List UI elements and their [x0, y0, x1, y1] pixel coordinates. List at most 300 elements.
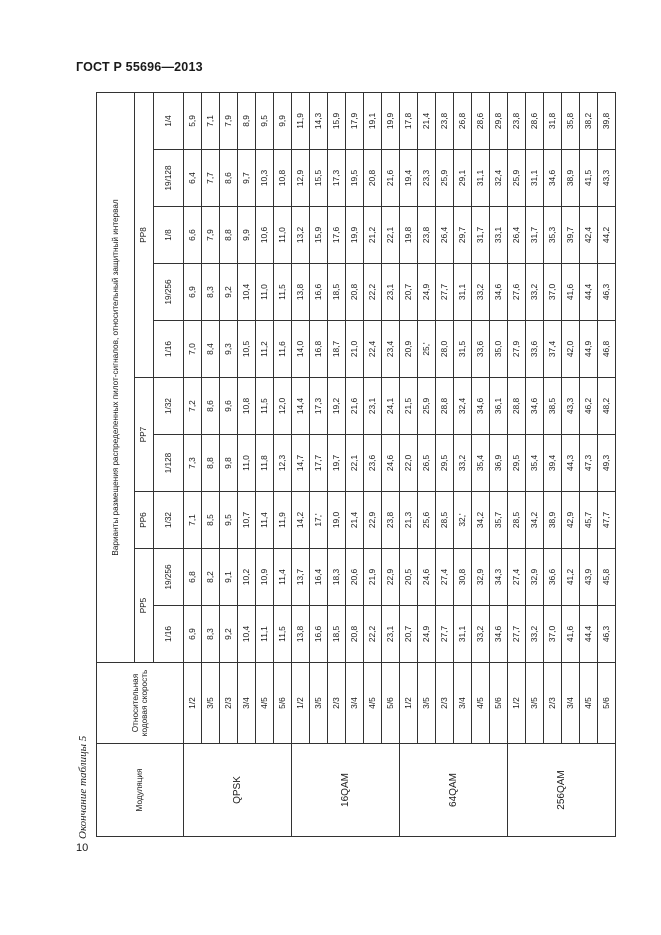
value-cell: 27,7 [436, 606, 454, 663]
value-cell: 29,5 [436, 435, 454, 492]
value-cell: 21,4 [346, 492, 364, 549]
value-cell: 41,5 [580, 150, 598, 207]
code-rate-cell: 1/2 [292, 663, 310, 744]
value-cell: 10,4 [238, 606, 256, 663]
value-cell: 23,6 [364, 435, 382, 492]
value-cell: 21,9 [364, 549, 382, 606]
value-cell: 38,5 [544, 378, 562, 435]
code-rate-cell: 3/4 [238, 663, 256, 744]
value-cell: 19,5 [346, 150, 364, 207]
value-cell: 35,0 [490, 321, 508, 378]
value-cell: 25,9 [418, 378, 436, 435]
value-cell: 10,8 [238, 378, 256, 435]
header-variants: Варианты размещения распределенных пилот-сигналов, относительный защитный интервал [97, 92, 135, 662]
value-cell: 21,4 [418, 92, 436, 149]
value-cell: 22,1 [346, 435, 364, 492]
value-cell: 20,8 [346, 606, 364, 663]
value-cell: 31,5 [454, 321, 472, 378]
table-row [580, 92, 598, 836]
value-cell: 23,1 [382, 606, 400, 663]
value-cell: 33,1 [490, 207, 508, 264]
value-cell: 18,5 [328, 606, 346, 663]
table-row [346, 92, 364, 836]
value-cell: 19,7 [328, 435, 346, 492]
value-cell: 23,1 [364, 378, 382, 435]
value-cell: 21,2 [364, 207, 382, 264]
value-cell: 31,1 [454, 606, 472, 663]
table-row [454, 92, 472, 836]
value-cell: 11,9 [274, 492, 292, 549]
value-cell: 22,9 [382, 549, 400, 606]
header-column: 1/4 [154, 92, 184, 149]
table-row [292, 92, 310, 836]
header-modulation: Модуляция [97, 744, 184, 837]
value-cell: 19,2 [328, 378, 346, 435]
value-cell: 43,3 [598, 150, 616, 207]
value-cell: 11,6 [274, 321, 292, 378]
table-caption: Окончание таблицы 5 [77, 735, 89, 839]
value-cell: 10,2 [238, 549, 256, 606]
value-cell: 22,1 [382, 207, 400, 264]
value-cell: 8,2 [202, 549, 220, 606]
value-cell: 10,7 [238, 492, 256, 549]
value-cell: 23,4 [382, 321, 400, 378]
value-cell: 20,5 [400, 549, 418, 606]
value-cell: 33,2 [472, 264, 490, 321]
value-cell: 28,6 [526, 92, 544, 149]
value-cell: 16,4 [310, 549, 328, 606]
value-cell: 33,2 [526, 264, 544, 321]
value-cell: 48,2 [598, 378, 616, 435]
value-cell: 14,4 [292, 378, 310, 435]
value-cell: 22,2 [364, 606, 382, 663]
value-cell: 29,5 [508, 435, 526, 492]
value-cell: 8,5 [202, 492, 220, 549]
value-cell: 23,1 [382, 264, 400, 321]
code-rate-cell: 4/5 [256, 663, 274, 744]
modulation-cell: 64QAM [400, 744, 508, 837]
value-cell: 11,8 [256, 435, 274, 492]
value-cell: 47,3 [580, 435, 598, 492]
code-rate-cell: 4/5 [364, 663, 382, 744]
value-cell: 7,7 [202, 150, 220, 207]
value-cell: 32,9 [526, 549, 544, 606]
value-cell: 7,3 [184, 435, 202, 492]
value-cell: 11,9 [292, 92, 310, 149]
data-table [96, 92, 616, 837]
value-cell: 31,7 [472, 207, 490, 264]
value-cell: 44,4 [580, 606, 598, 663]
value-cell: 10,4 [238, 264, 256, 321]
value-cell: 27,9 [508, 321, 526, 378]
value-cell: 9,5 [220, 492, 238, 549]
value-cell: 45,7 [580, 492, 598, 549]
value-cell: 33,6 [472, 321, 490, 378]
value-cell: 49,3 [598, 435, 616, 492]
value-cell: 35,8 [562, 92, 580, 149]
header-column: 1/16 [154, 321, 184, 378]
value-cell: 36,9 [490, 435, 508, 492]
value-cell: 25,9 [508, 150, 526, 207]
modulation-cell: QPSK [184, 744, 292, 837]
table-row [472, 92, 490, 836]
value-cell: 9,9 [238, 207, 256, 264]
value-cell: 26,4 [436, 207, 454, 264]
header-group-pp6: PP6 [135, 492, 154, 549]
header-column: 1/32 [154, 492, 184, 549]
value-cell: 34,6 [490, 606, 508, 663]
value-cell: 7,9 [202, 207, 220, 264]
value-cell: 8,6 [202, 378, 220, 435]
value-cell: 33,2 [454, 435, 472, 492]
value-cell: 9,2 [220, 264, 238, 321]
value-cell: 16,8 [310, 321, 328, 378]
value-cell: 34,6 [544, 150, 562, 207]
value-cell: 20,6 [346, 549, 364, 606]
value-cell: 9,9 [274, 92, 292, 149]
table-row [184, 92, 202, 836]
value-cell: 39,4 [544, 435, 562, 492]
value-cell: 19,4 [400, 150, 418, 207]
value-cell: 25,9 [436, 150, 454, 207]
value-cell: 8,8 [202, 435, 220, 492]
value-cell: 22,0 [400, 435, 418, 492]
table-row [364, 92, 382, 836]
table-row [310, 92, 328, 836]
table-row [256, 92, 274, 836]
value-cell: 35,7 [490, 492, 508, 549]
value-cell: 21,6 [382, 150, 400, 207]
value-cell: 8,3 [202, 606, 220, 663]
value-cell: 24,1 [382, 378, 400, 435]
value-cell: 31,1 [526, 150, 544, 207]
value-cell: 28,8 [508, 378, 526, 435]
value-cell: 7,2 [184, 378, 202, 435]
value-cell: 17,9 [346, 92, 364, 149]
table-row [238, 92, 256, 836]
value-cell: 44,9 [580, 321, 598, 378]
value-cell: 38,2 [580, 92, 598, 149]
value-cell: 6,4 [184, 150, 202, 207]
table-row [328, 92, 346, 836]
code-rate-cell: 3/5 [418, 663, 436, 744]
header-group-pp8: PP8 [135, 92, 154, 377]
value-cell: 14,2 [292, 492, 310, 549]
code-rate-cell: 3/4 [562, 663, 580, 744]
value-cell: 6,9 [184, 264, 202, 321]
value-cell: 24,9 [418, 606, 436, 663]
value-cell: 23,8 [382, 492, 400, 549]
value-cell: 19,8 [400, 207, 418, 264]
value-cell: 18,3 [328, 549, 346, 606]
code-rate-cell: 1/2 [184, 663, 202, 744]
value-cell: 28,5 [508, 492, 526, 549]
code-rate-cell: 3/5 [202, 663, 220, 744]
value-cell: 30,8 [454, 549, 472, 606]
value-cell: 11,4 [274, 549, 292, 606]
value-cell: 5,9 [184, 92, 202, 149]
value-cell: 26,5 [418, 435, 436, 492]
code-rate-cell: 2/3 [220, 663, 238, 744]
value-cell: 37,4 [544, 321, 562, 378]
value-cell: 21,3 [400, 492, 418, 549]
table-row [220, 92, 238, 836]
value-cell: 24,9 [418, 264, 436, 321]
header-column: 19/256 [154, 549, 184, 606]
value-cell: 36,1 [490, 378, 508, 435]
value-cell: 20,8 [346, 264, 364, 321]
value-cell: 19,0 [328, 492, 346, 549]
value-cell: 13,8 [292, 264, 310, 321]
header-column: 19/256 [154, 264, 184, 321]
page-number: 10 [76, 842, 89, 854]
value-cell: 27,4 [436, 549, 454, 606]
header-column: 1/128 [154, 435, 184, 492]
value-cell: 14,3 [310, 92, 328, 149]
value-cell: 34,2 [526, 492, 544, 549]
table-row [274, 92, 292, 836]
code-rate-cell: 2/3 [544, 663, 562, 744]
value-cell: 9,7 [238, 150, 256, 207]
value-cell: 43,9 [580, 549, 598, 606]
value-cell: 12,0 [274, 378, 292, 435]
value-cell: 10,3 [256, 150, 274, 207]
table-row [202, 92, 220, 836]
table-row [418, 92, 436, 836]
value-cell: 9,2 [220, 606, 238, 663]
value-cell: 14,7 [292, 435, 310, 492]
table-body [184, 92, 616, 836]
value-cell: 19,9 [346, 207, 364, 264]
table-row [436, 92, 454, 836]
value-cell: 21,5 [400, 378, 418, 435]
header-column: 19/128 [154, 150, 184, 207]
value-cell: 34,6 [526, 378, 544, 435]
value-cell: 6,9 [184, 606, 202, 663]
value-cell: 22,4 [364, 321, 382, 378]
value-cell: 17,6 [328, 207, 346, 264]
value-cell: 23,3 [418, 150, 436, 207]
table-row [544, 92, 562, 836]
value-cell: 8,4 [202, 321, 220, 378]
table-row [598, 92, 616, 836]
value-cell: 41,6 [562, 264, 580, 321]
value-cell: 34,6 [472, 378, 490, 435]
value-cell: 42,0 [562, 321, 580, 378]
code-rate-cell: 2/3 [328, 663, 346, 744]
value-cell: 39,8 [598, 92, 616, 149]
value-cell: 42,9 [562, 492, 580, 549]
value-cell: 32,4 [454, 378, 472, 435]
value-cell: 21,0 [346, 321, 364, 378]
value-cell: 33,6 [526, 321, 544, 378]
value-cell: 27,6 [508, 264, 526, 321]
value-cell: 17,' [310, 492, 328, 549]
value-cell: 18,5 [328, 264, 346, 321]
value-cell: 9,3 [220, 321, 238, 378]
value-cell: 28,6 [472, 92, 490, 149]
value-cell: 16,6 [310, 606, 328, 663]
value-cell: 26,8 [454, 92, 472, 149]
value-cell: 38,9 [562, 150, 580, 207]
value-cell: 7,0 [184, 321, 202, 378]
table-row [526, 92, 544, 836]
value-cell: 13,2 [292, 207, 310, 264]
value-cell: 20,7 [400, 264, 418, 321]
value-cell: 32,' [454, 492, 472, 549]
value-cell: 44,3 [562, 435, 580, 492]
value-cell: 32,9 [472, 549, 490, 606]
value-cell: 31,8 [544, 92, 562, 149]
table-row [382, 92, 400, 836]
value-cell: 34,6 [490, 264, 508, 321]
modulation-cell: 256QAM [508, 744, 616, 837]
value-cell: 17,8 [400, 92, 418, 149]
table-row [490, 92, 508, 836]
value-cell: 17,3 [310, 378, 328, 435]
value-cell: 7,1 [184, 492, 202, 549]
value-cell: 33,2 [526, 606, 544, 663]
value-cell: 28,5 [436, 492, 454, 549]
code-rate-cell: 2/3 [436, 663, 454, 744]
value-cell: 9,5 [256, 92, 274, 149]
value-cell: 8,8 [220, 207, 238, 264]
value-cell: 20,9 [400, 321, 418, 378]
value-cell: 6,6 [184, 207, 202, 264]
code-rate-cell: 1/2 [508, 663, 526, 744]
value-cell: 46,8 [598, 321, 616, 378]
header-column: 1/32 [154, 378, 184, 435]
value-cell: 10,8 [274, 150, 292, 207]
value-cell: 15,5 [310, 150, 328, 207]
value-cell: 13,7 [292, 549, 310, 606]
value-cell: 37,0 [544, 264, 562, 321]
value-cell: 26,4 [508, 207, 526, 264]
code-rate-cell: 5/6 [274, 663, 292, 744]
table-row [562, 92, 580, 836]
code-rate-cell: 4/5 [580, 663, 598, 744]
value-cell: 27,7 [508, 606, 526, 663]
code-rate-cell: 4/5 [472, 663, 490, 744]
value-cell: 36,6 [544, 549, 562, 606]
code-rate-cell: 1/2 [400, 663, 418, 744]
value-cell: 13,8 [292, 606, 310, 663]
value-cell: 41,2 [562, 549, 580, 606]
value-cell: 35,3 [544, 207, 562, 264]
document-title: ГОСТ Р 55696—2013 [76, 60, 203, 74]
value-cell: 11,5 [274, 606, 292, 663]
value-cell: 28,0 [436, 321, 454, 378]
value-cell: 31,1 [454, 264, 472, 321]
header-code-rate: Относительная кодовая скорость [97, 663, 184, 744]
value-cell: 6,8 [184, 549, 202, 606]
value-cell: 44,2 [598, 207, 616, 264]
value-cell: 15,9 [310, 207, 328, 264]
value-cell: 20,8 [364, 150, 382, 207]
value-cell: 23,8 [436, 92, 454, 149]
value-cell: 29,1 [454, 150, 472, 207]
value-cell: 45,8 [598, 549, 616, 606]
code-rate-cell: 3/5 [526, 663, 544, 744]
value-cell: 14,0 [292, 321, 310, 378]
code-rate-cell: 3/4 [346, 663, 364, 744]
header-group-pp5: PP5 [135, 549, 154, 663]
value-cell: 9,1 [220, 549, 238, 606]
code-rate-cell: 5/6 [598, 663, 616, 744]
header-column: 1/8 [154, 207, 184, 264]
code-rate-cell: 3/4 [454, 663, 472, 744]
value-cell: 11,0 [238, 435, 256, 492]
value-cell: 16,6 [310, 264, 328, 321]
value-cell: 44,4 [580, 264, 598, 321]
value-cell: 23,8 [508, 92, 526, 149]
value-cell: 34,3 [490, 549, 508, 606]
value-cell: 22,2 [364, 264, 382, 321]
value-cell: 46,3 [598, 606, 616, 663]
table-row [508, 92, 526, 836]
value-cell: 29,7 [454, 207, 472, 264]
value-cell: 9,8 [220, 435, 238, 492]
value-cell: 21,6 [346, 378, 364, 435]
value-cell: 37,0 [544, 606, 562, 663]
value-cell: 7,1 [202, 92, 220, 149]
header-column: 1/16 [154, 606, 184, 663]
value-cell: 8,9 [238, 92, 256, 149]
value-cell: 8,6 [220, 150, 238, 207]
value-cell: 31,1 [472, 150, 490, 207]
value-cell: 46,2 [580, 378, 598, 435]
value-cell: 20,7 [400, 606, 418, 663]
value-cell: 17,3 [328, 150, 346, 207]
value-cell: 22,9 [364, 492, 382, 549]
code-rate-cell: 3/5 [310, 663, 328, 744]
value-cell: 24,6 [382, 435, 400, 492]
value-cell: 33,2 [472, 606, 490, 663]
value-cell: 9,6 [220, 378, 238, 435]
value-cell: 17,7 [310, 435, 328, 492]
value-cell: 39,7 [562, 207, 580, 264]
value-cell: 18,7 [328, 321, 346, 378]
value-cell: 34,2 [472, 492, 490, 549]
value-cell: 19,1 [364, 92, 382, 149]
value-cell: 8,3 [202, 264, 220, 321]
value-cell: 29,8 [490, 92, 508, 149]
modulation-cell: 16QAM [292, 744, 400, 837]
value-cell: 28,8 [436, 378, 454, 435]
value-cell: 12,3 [274, 435, 292, 492]
value-cell: 7,9 [220, 92, 238, 149]
value-cell: 43,3 [562, 378, 580, 435]
value-cell: 31,7 [526, 207, 544, 264]
value-cell: 19,9 [382, 92, 400, 149]
value-cell: 11,5 [274, 264, 292, 321]
value-cell: 12,9 [292, 150, 310, 207]
value-cell: 11,1 [256, 606, 274, 663]
value-cell: 32,4 [490, 150, 508, 207]
value-cell: 10,5 [238, 321, 256, 378]
value-cell: 41,6 [562, 606, 580, 663]
value-cell: 10,6 [256, 207, 274, 264]
code-rate-cell: 5/6 [490, 663, 508, 744]
value-cell: 11,0 [256, 264, 274, 321]
value-cell: 25,' [418, 321, 436, 378]
value-cell: 46,3 [598, 264, 616, 321]
rotated-table-block [77, 93, 616, 839]
value-cell: 27,7 [436, 264, 454, 321]
value-cell: 42,4 [580, 207, 598, 264]
value-cell: 35,4 [526, 435, 544, 492]
value-cell: 11,5 [256, 378, 274, 435]
